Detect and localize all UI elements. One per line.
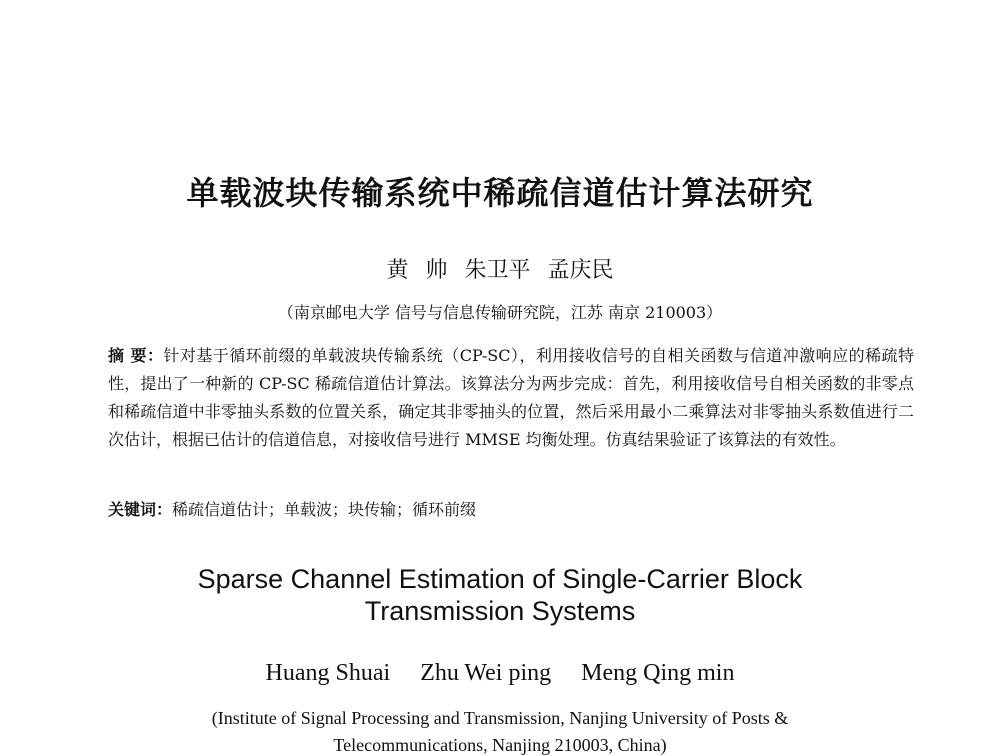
chinese-title: 单载波块传输系统中稀疏信道估计算法研究 (186, 174, 814, 212)
author-1: Huang Shuai (265, 660, 391, 686)
author-2: Zhu Wei ping (420, 660, 552, 686)
english-affiliation-line-2: Telecommunications, Nanjing 210003, China) (333, 735, 667, 755)
abstract (108, 342, 914, 454)
keywords-label: 关键词： (108, 500, 173, 519)
english-title-line-2: Transmission Systems (364, 596, 636, 626)
keywords (108, 496, 914, 524)
chinese-affiliation: （南京邮电大学 信号与信息传输研究院，江苏 南京 210003） (277, 303, 723, 322)
chinese-authors: 黄 帅 朱卫平 孟庆民 (386, 258, 614, 283)
english-title (0, 563, 1000, 627)
english-authors (0, 660, 1000, 687)
keywords-text: 稀疏信道估计；单载波；块传输；循环前缀 (172, 500, 477, 519)
abstract-label: 摘 要： (108, 346, 164, 365)
abstract-text: 针对基于循环前缀的单载波块传输系统（CP-SC），利用接收信号的自相关函数与信道冲激响应的稀疏特性，提出了一种新的 CP-SC 稀疏信道估计算法。该算法分为两步完成：首先，利用接收信号自相关函数的非零点和稀疏信道中非零抽头系数的位置关系，确定其非零抽头的位置，然后采用最小二乘算法对非零抽头系数值进行二次估计，根据已估计的信道信息，对接收信号进行 MMSE 均衡处理。仿真结果验证了该算法的有效性。 (108, 346, 914, 449)
english-affiliation: (Institute of Signal Processing and Transmission, Nanjing University of Posts & (211, 708, 789, 728)
english-title-line-1: Sparse Channel Estimation of Single-Carrier Block (197, 564, 803, 594)
author-3: Meng Qing min (581, 660, 735, 686)
